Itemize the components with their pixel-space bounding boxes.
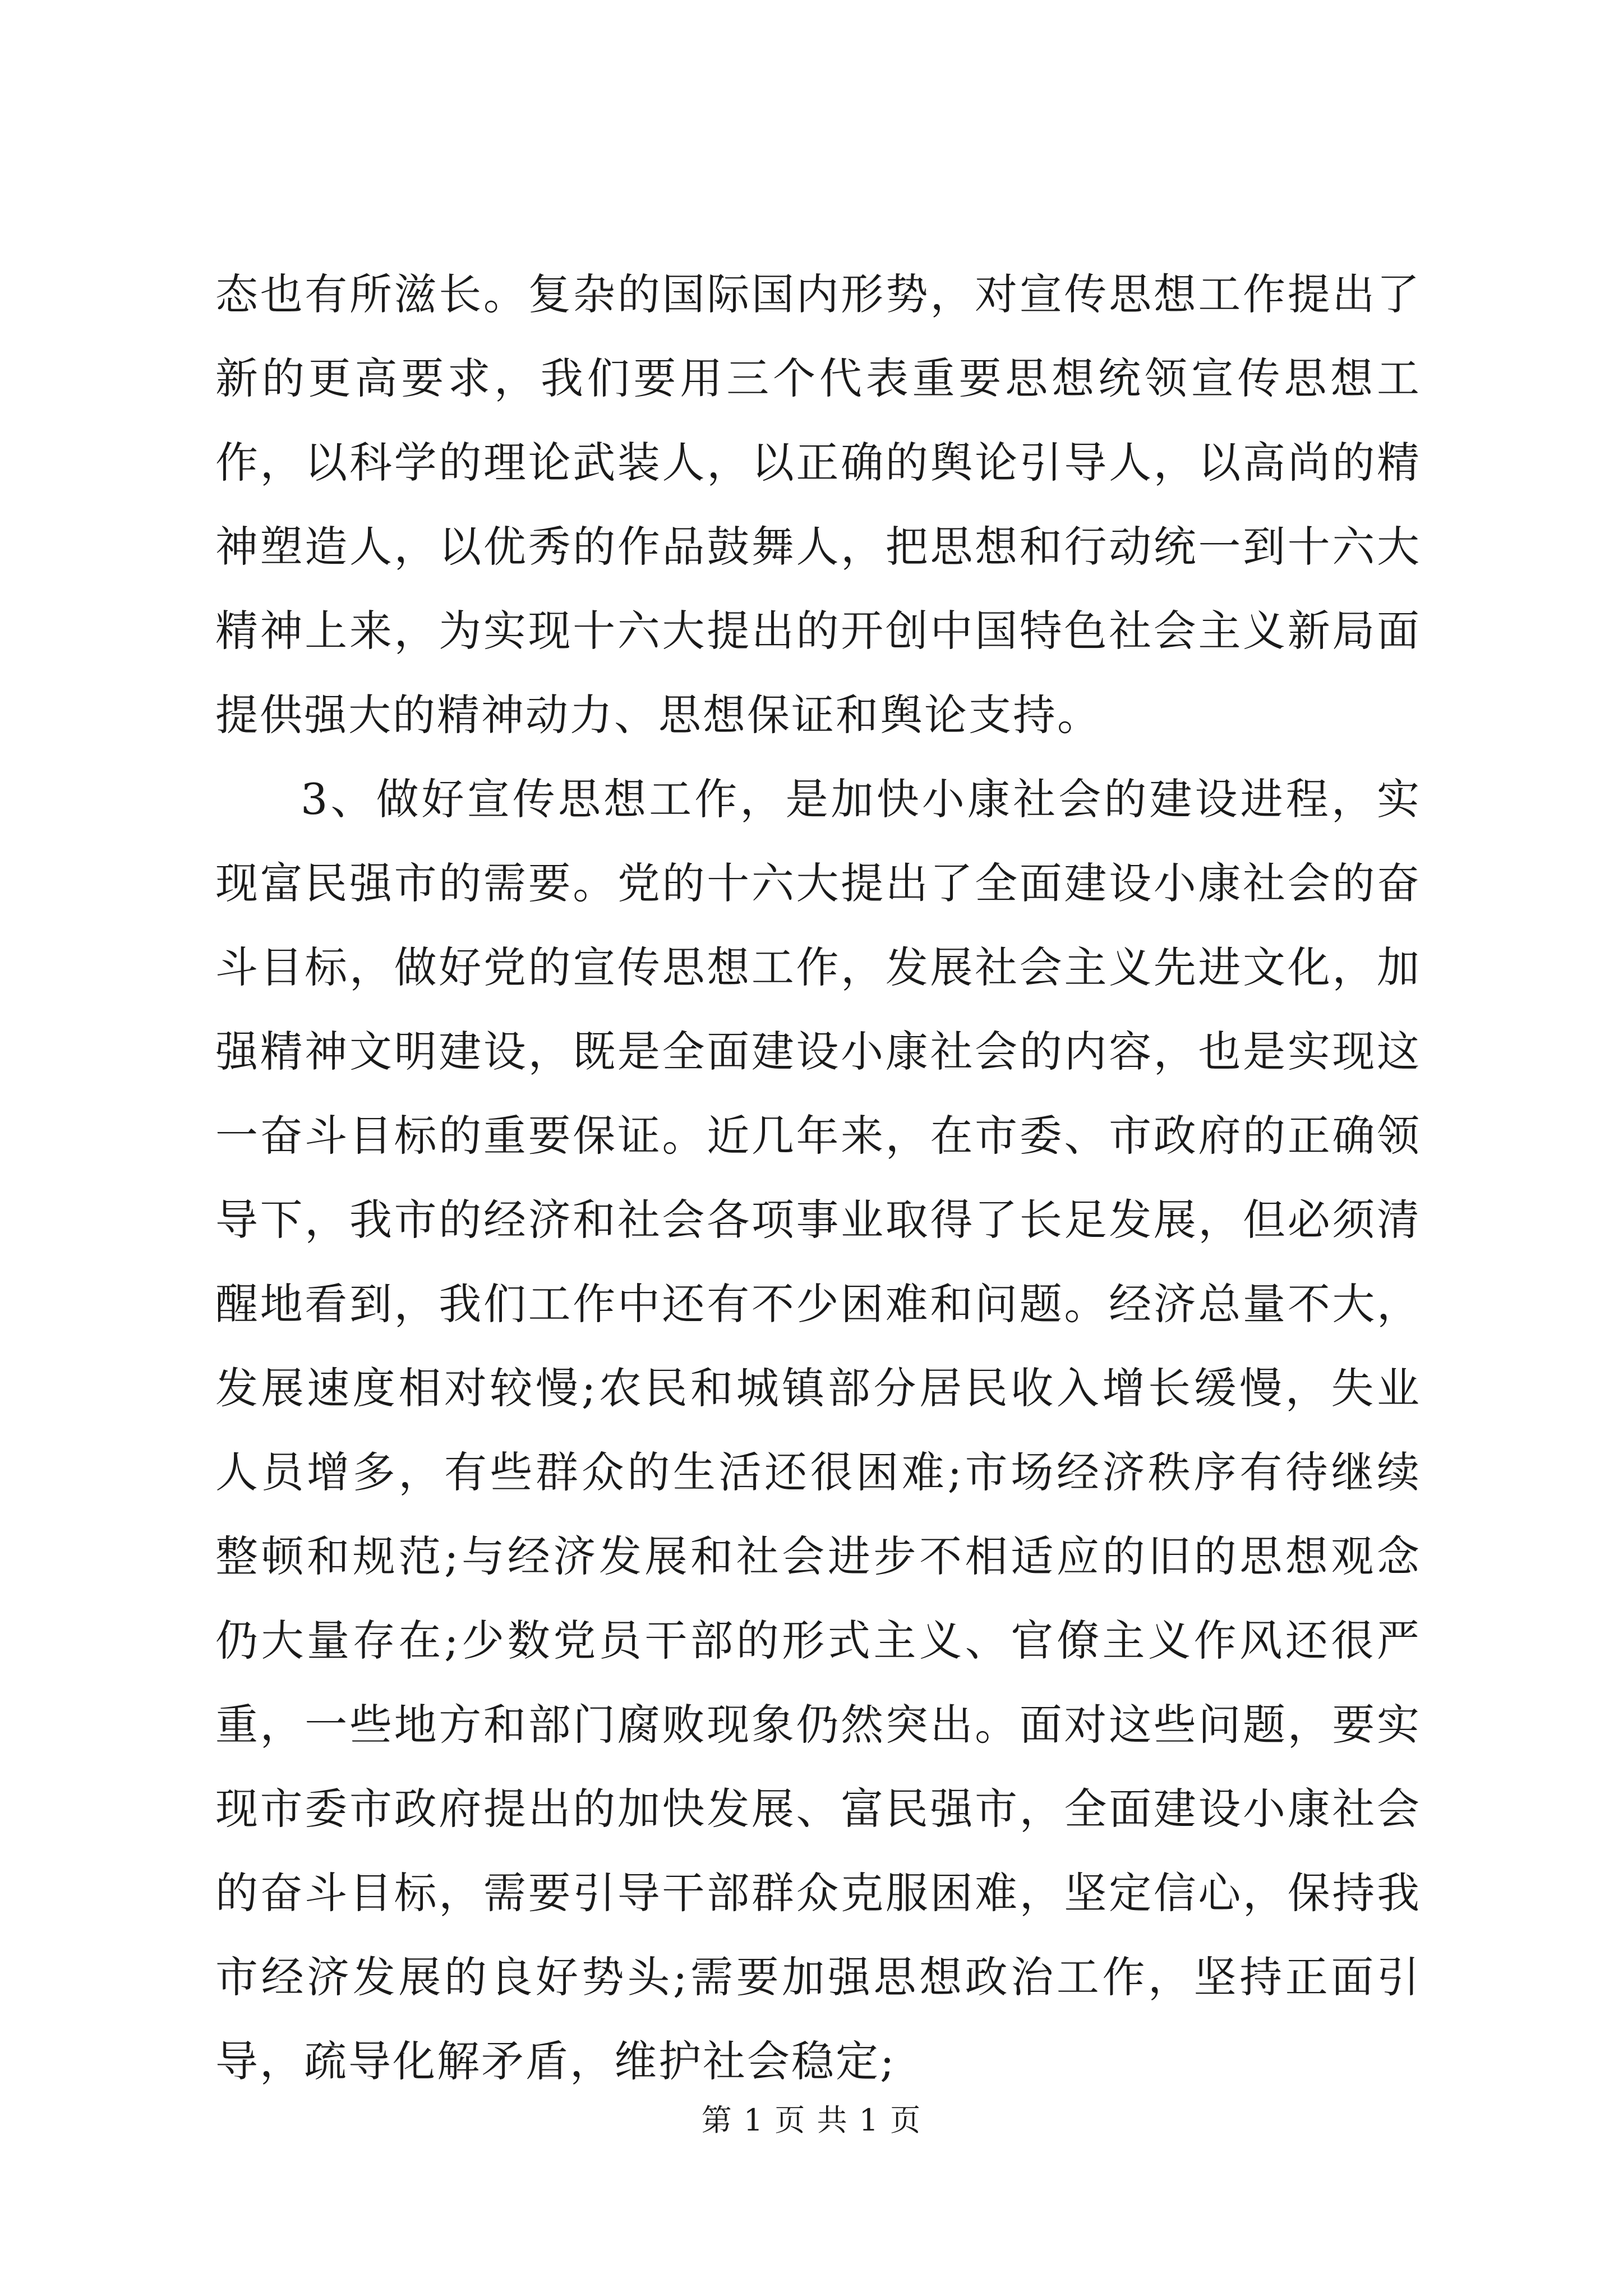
paragraph-point-3: 3、做好宣传思想工作，是加快小康社会的建设进程，实现富民强市的需要。党的十六大提出了全面建设小康社会的奋斗目标，做好党的宣传思想工作，发展社会主义先进文化，加强精神文明建设，既是全面建设小康社会的内容，也是实现这一奋斗目标的重要保证。近几年来，在市委、市政府的正确领导下，我市的经济和社会各项事业取得了长足发展，但必须清醒地看到，我们工作中还有不少困难和问题。经济总量不大，发展速度相对较慢;农民和城镇部分居民收入增长缓慢，失业人员增多，有些群众的生活还很困难;市场经济秩序有待继续整顿和规范;与经济发展和社会进步不相适应的旧的思想观念仍大量存在;少数党员干部的形式主义、官僚主义作风还很严重，一些地方和部门腐败现象仍然突出。面对这些问题，要实现市委市政府提出的加快发展、富民强市，全面建设小康社会的奋斗目标，需要引导干部群众克服困难，坚定信心，保持我市经济发展的良好势头;需要加强思想政治工作，坚持正面引导，疏导化解矛盾，维护社会稳定;	[215, 774, 1421, 2086]
document-body	[215, 252, 1421, 2104]
paragraph-continuation: 态也有所滋长。复杂的国际国内形势，对宣传思想工作提出了新的更高要求，我们要用三个代表重要思想统领宣传思想工作，以科学的理论武装人，以正确的舆论引导人，以高尚的精神塑造人，以优秀的作品鼓舞人，把思想和行动统一到十六大精神上来，为实现十六大提出的开创中国特色社会主义新局面提供强大的精神动力、思想保证和舆论支持。	[215, 269, 1421, 740]
page-footer	[0, 2101, 1623, 2140]
page-number-label: 第 1 页 共 1 页	[701, 2102, 922, 2138]
